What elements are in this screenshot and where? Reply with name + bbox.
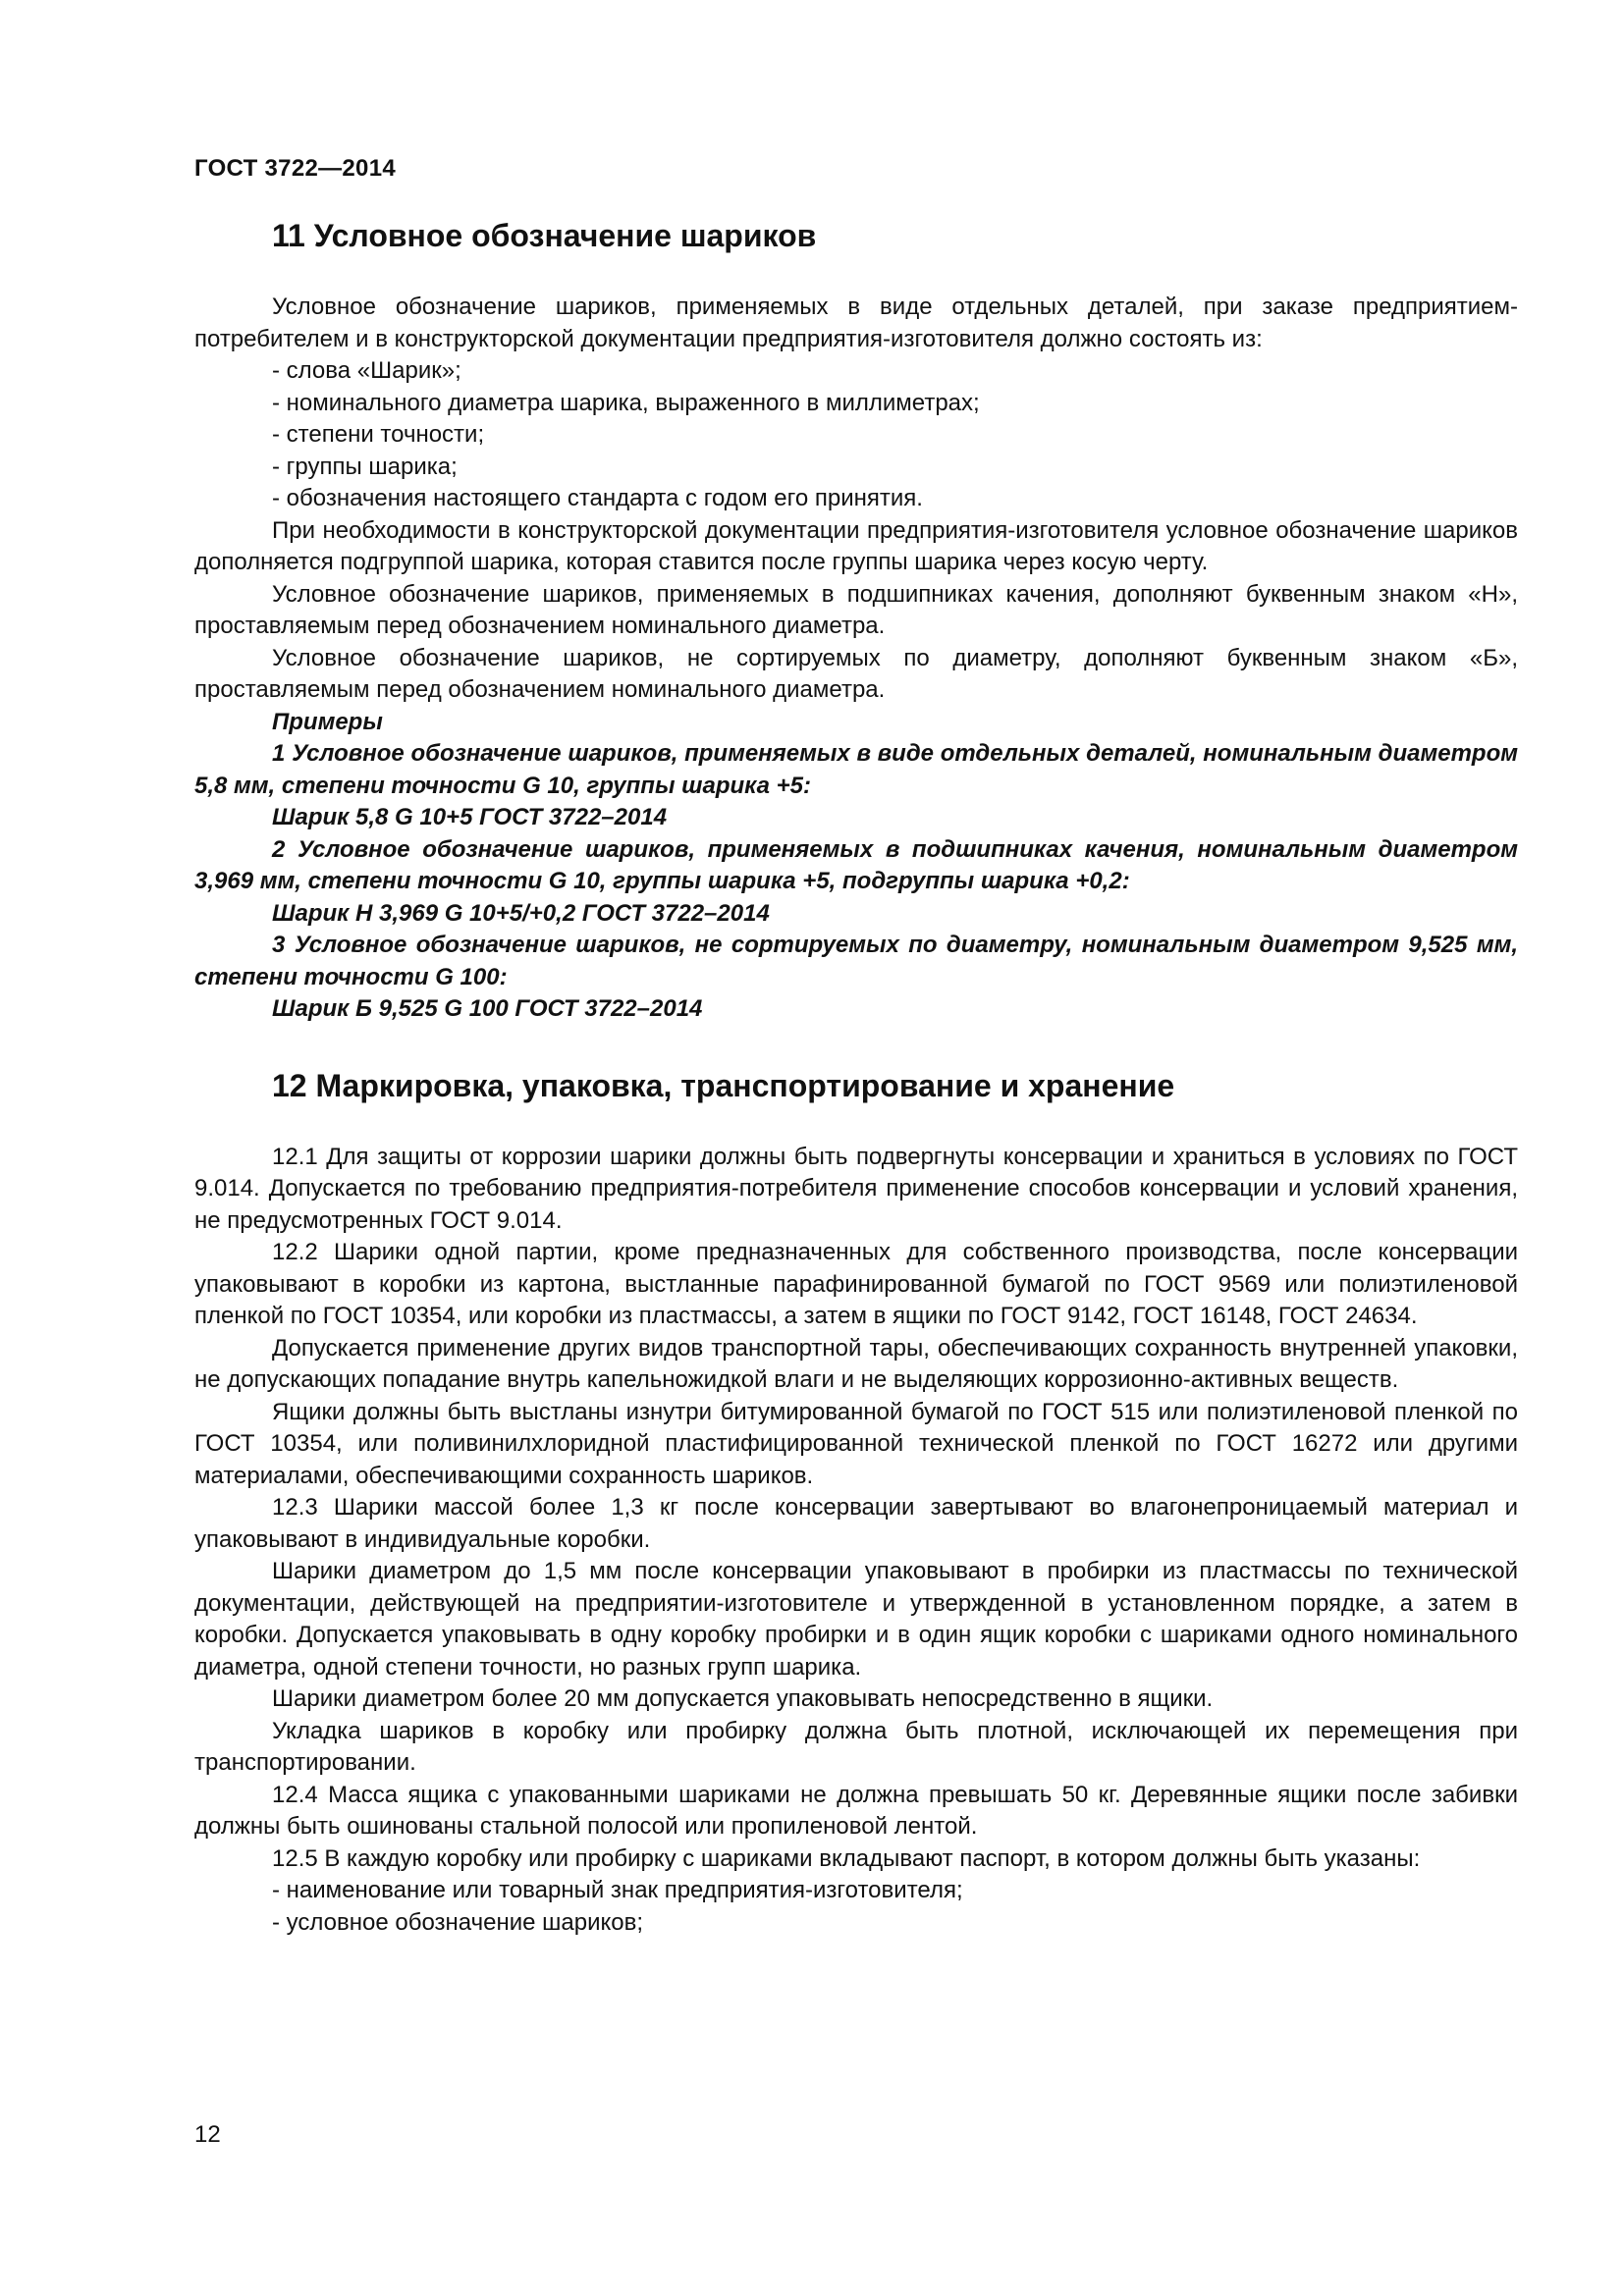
section-11-title: 11 Условное обозначение шариков [272,218,817,253]
clause-12-5: 12.5 В каждую коробку или пробирку с шариками вкладывают паспорт, в котором должны быть указаны: [272,1844,1421,1872]
clause-12-2: 12.2 Шарики одной партии, кроме предназначенных для собственного производства, после консервации упаковывают в коробки из картона, выстланные парафинированной бумагой по ГОСТ 9569 или полиэтиленовой пленкой по ГОСТ 10354, или коробки из пластмассы, а затем в ящики по ГОСТ 9142, ГОСТ 16148, ГОСТ 24634. [194,1239,1518,1329]
section-11-paragraph: Условное обозначение шариков, не сортируемых по диаметру, дополняют буквенным знаком «Б», проставляемым перед обозначением номинального диаметра. [194,644,1518,703]
clause-12-3-paragraph: Шарики диаметром до 1,5 мм после консервации упаковывают в пробирки из пластмассы по технической документации, действующей на предприятии-изготовителе и утвержденной в установленном порядке, а затем в коробки. Допускается упаковывать в одну коробку пробирки и в один ящик коробки с шариками одного номинального диаметра, одной степени точности, но разных групп шарика. [194,1558,1518,1681]
example-3: 3 Условное обозначение шариков, не сортируемых по диаметру, номинальным диаметром 9,525 мм, степени точности G 100: [194,932,1518,990]
example-2-designation: Шарик Н 3,969 G 10+5/+0,2 ГОСТ 3722–2014 [272,899,770,927]
clause-12-4: 12.4 Масса ящика с упакованными шариками не должна превышать 50 кг. Деревянные ящики после забивки должны быть ошинованы стальной полосой или пропиленовой лентой. [194,1781,1518,1840]
example-1: 1 Условное обозначение шариков, применяемых в виде отдельных деталей, номинальным диаметром 5,8 мм, степени точности G 10, группы шарика +5: [194,740,1518,799]
list-item: - обозначения настоящего стандарта с годом его принятия. [272,485,923,511]
clause-12-3: 12.3 Шарики массой более 1,3 кг после консервации завертывают во влагонепроницаемый материал и упаковывают в индивидуальные коробки. [194,1494,1518,1553]
example-1-designation: Шарик 5,8 G 10+5 ГОСТ 3722–2014 [272,804,668,830]
clause-12-3-paragraph: Шарики диаметром более 20 мм допускается упаковывать непосредственно в ящики. [272,1685,1214,1712]
list-item: - номинального диаметра шарика, выраженного в миллиметрах; [272,389,980,416]
list-item: - группы шарика; [272,453,458,480]
section-11-paragraph: При необходимости в конструкторской документации предприятия-изготовителя условное обозначение шариков дополняется подгруппой шарика, которая ставится после группы шарика через косую черту. [194,516,1518,575]
page-number: 12 [194,2121,221,2148]
list-item: - наименование или товарный знак предприятия-изготовителя; [272,1877,963,1903]
clause-12-3-paragraph: Укладка шариков в коробку или пробирку должна быть плотной, исключающей их перемещения при транспортировании. [194,1717,1518,1776]
example-2: 2 Условное обозначение шариков, применяемых в подшипниках качения, номинальным диаметром 3,969 мм, степени точности G 10, группы шарика +5, подгруппы шарика +0,2: [194,835,1518,894]
clause-12-5-list [194,1875,1518,1939]
clause-12-1: 12.1 Для защиты от коррозии шарики должны быть подвергнуты консервации и храниться в условиях по ГОСТ 9.014. Допускается по требованию предприятия-потребителя применение способов консервации и условий хранения, не предусмотренных ГОСТ 9.014. [194,1143,1518,1234]
examples-heading: Примеры [272,708,383,735]
example-3-designation: Шарик Б 9,525 G 100 ГОСТ 3722–2014 [272,995,703,1022]
list-item: - слова «Шарик»; [272,357,461,384]
section-11-intro: Условное обозначение шариков, применяемых в виде отдельных деталей, при заказе предприятием-потребителем и в конструкторской документации предприятия-изготовителя должно состоять из: [194,294,1518,352]
page-content [194,216,1518,1939]
clause-12-2-paragraph: Ящики должны быть выстланы изнутри битумированной бумагой по ГОСТ 515 или полиэтиленовой пленкой по ГОСТ 10354, или поливинилхлоридной пластифицированной технической пленкой по ГОСТ 16272 или другими материалами, обеспечивающими сохранность шариков. [194,1398,1518,1489]
list-item: - условное обозначение шариков; [272,1908,644,1936]
list-item: - степени точности; [272,421,485,448]
section-11-list [194,355,1518,515]
clause-12-2-paragraph: Допускается применение других видов транспортной тары, обеспечивающих сохранность внутренней упаковки, не допускающих попадание внутрь капельножидкой влаги и не выделяющих коррозионно-активных веществ. [194,1334,1518,1393]
section-11-paragraph: Условное обозначение шариков, применяемых в подшипниках качения, дополняют буквенным знаком «Н», проставляемым перед обозначением номинального диаметра. [194,580,1518,639]
section-12-title: 12 Маркировка, упаковка, транспортирование и хранение [272,1067,1175,1103]
document-code-header: ГОСТ 3722—2014 [194,155,397,182]
